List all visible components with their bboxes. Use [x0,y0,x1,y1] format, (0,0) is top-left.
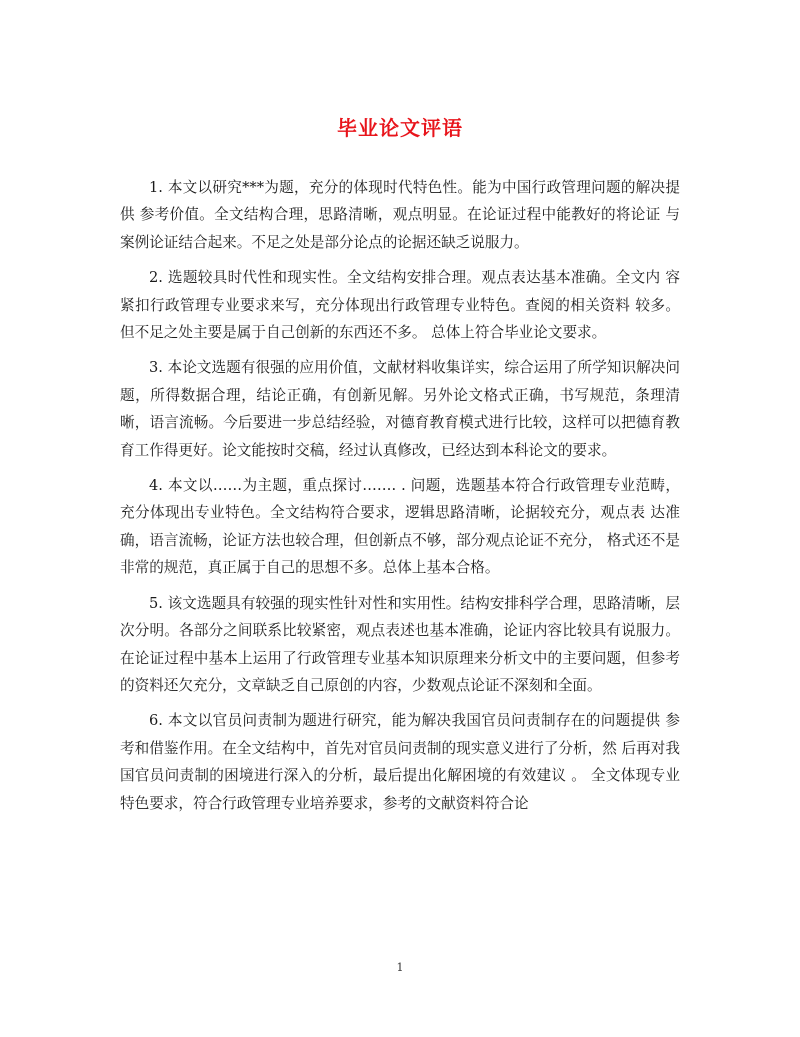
document-body [120,174,680,825]
comment-paragraph-1: 1. 本文以研究***为题，充分的体现时代特色性。能为中国行政管理问题的解决提供 参考价值。全文结构合理，思路清晰，观点明显。在论证过程中能教好的将论证 与案例论证结合起来。不足之处是部分论点的论据还缺乏说服力。 [120,179,680,251]
comment-paragraph-3: 3. 本论文选题有很强的应用价值，文献材料收集详实，综合运用了所学知识解决问题，所得数据合理，结论正确，有创新见解。另外论文格式正确，书写规范，条理清晰，语言流畅。今后要进一步总结经验，对德育教育模式进行比较，这样可以把德育教育工作得更好。论文能按时交稿，经过认真修改，已经达到本科论文的要求。 [120,359,680,459]
comment-paragraph-4: 4. 本文以……为主题，重点探讨……. . 问题，选题基本符合行政管理专业范畴， 充分体现出专业特色。全文结构符合要求，逻辑思路清晰，论据较充分，观点表 达准确，语言流畅，论证方法也较合理，但创新点不够，部分观点论证不充分， 格式还不是非常的规范，真正属于自己的思想不多。总体上基本合格。 [120,477,680,577]
comment-paragraph-6: 6. 本文以官员问责制为题进行研究，能为解决我国官员问责制存在的问题提供 参考和借鉴作用。在全文结构中，首先对官员问责制的现实意义进行了分析，然 后再对我国官员问责制的困境进行深入的分析，最后提出化解困境的有效建议 。 全文体现专业特色要求，符合行政管理专业培养要求，参考的文献资料符合论 [120,712,680,812]
comment-paragraph-5: 5. 该文选题具有较强的现实性针对性和实用性。结构安排科学合理，思路清晰，层次分明。各部分之间联系比较紧密，观点表述也基本准确，论证内容比较具有说服力。 在论证过程中基本上运用了行政管理专业基本知识原理来分析文中的主要问题，但参考的资料还欠充分，文章缺乏自己原创的内容，少数观点论证不深刻和全面。 [120,594,680,694]
comment-paragraph-2: 2. 选题较具时代性和现实性。全文结构安排合理。观点表达基本准确。全文内 容紧扣行政管理专业要求来写，充分体现出行政管理专业特色。查阅的相关资料 较多。 但不足之处主要是属于自己创新的东西还不多。 总体上符合毕业论文要求。 [120,269,680,342]
document-title: 毕业论文评语 [337,116,463,140]
page-number: 1 [396,961,404,974]
